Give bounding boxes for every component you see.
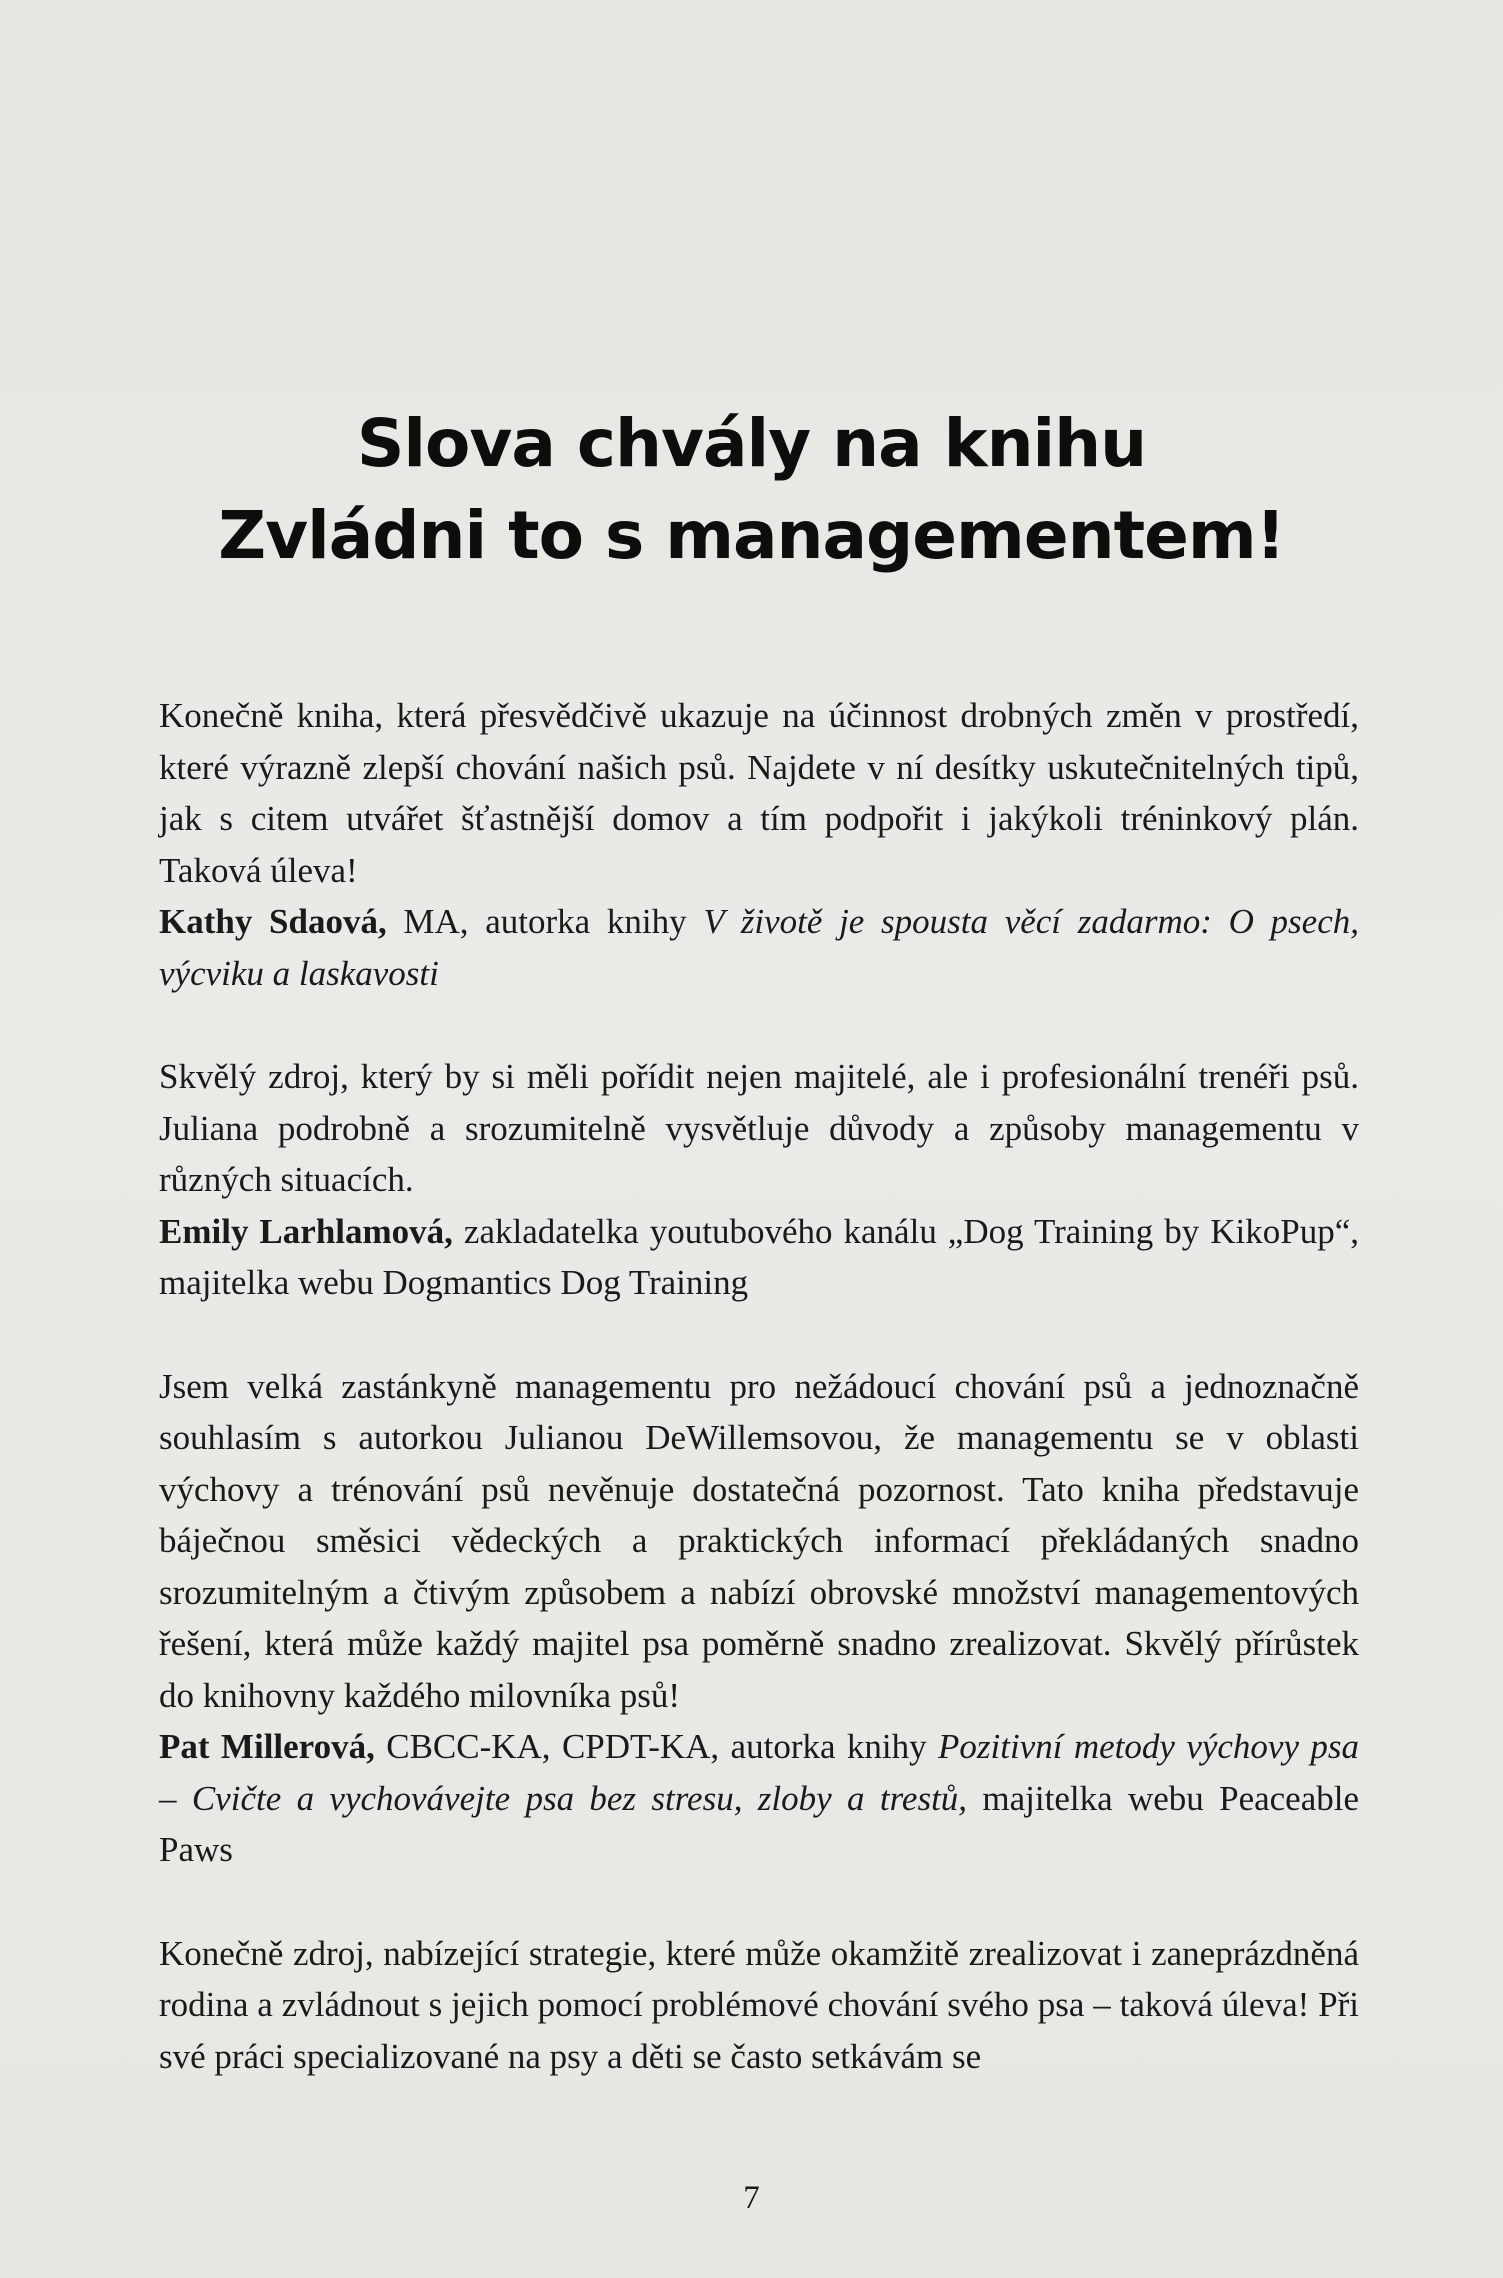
endorsement-quote: Jsem velká zastánkyně managementu pro nežádoucí chování psů a jednoznačně souhlasím s autorkou Julianou DeWillemsovou, že managementu se v oblasti výchovy a trénování psů nevěnuje dostatečná pozornost. Tato kniha představuje báječnou směsici vědeckých a praktických informací překládaných snadno srozumitelným a čtivým způsobem a nabízí obrovské množství managementových řešení, která může každý majitel psa poměrně snadno zrealizovat. Skvělý přírůstek do knihovny každého milovníka psů! [159,1366,1359,1715]
author-credentials: zakladatelka youtubového kanálu „Dog Training by KikoPup“, majitelka webu Dogmantics Dog Training [159,1211,1359,1302]
author-name: Kathy Sdaová, [159,902,387,941]
book-title: Pozitivní metody výchovy psa – Cvičte a vychovávejte psa bez stresu, zloby a trestů, [159,1727,1360,1818]
endorsement-4 [159,1928,1359,2083]
endorsement-quote: Konečně zdroj, nabízející strategie, které může okamžitě zrealizovat i zaneprázdněná rodina a zvládnout s jejich pomocí problémové chování svého psa – taková úleva! Při své práci specializované na psy a děti se často setkávám se [159,1933,1359,2076]
endorsement-1 [159,690,1359,999]
book-title: V životě je spousta věcí zadarmo: O psech, výcviku a laskavosti [159,902,1359,993]
endorsement-attribution [159,896,1359,999]
author-credentials: CBCC-KA, CPDT-KA, autorka knihy [374,1727,939,1766]
page-title [0,398,1503,582]
author-extra: majitelka webu Peaceable Paws [159,1778,1359,1869]
page-number: 7 [743,2180,760,2216]
author-name: Pat Millerová, [159,1727,375,1766]
endorsement-quote: Konečně kniha, která přesvědčivě ukazuje na účinnost drobných změn v prostředí, které výrazně zlepší chování našich psů. Najdete v ní desítky uskutečnitelných tipů, jak s citem utvářet šťastnější domov a tím podpořit i jakýkoli tréninkový plán. Taková úleva! [159,696,1359,890]
author-credentials: MA, autorka knihy [386,902,704,941]
endorsement-2 [159,1051,1359,1309]
endorsement-attribution [159,1206,1359,1309]
endorsements-section [159,690,1359,2134]
title-line-1: Slova chvály na knihu [356,405,1147,482]
endorsement-attribution [159,1721,1359,1876]
author-name: Emily Larhlamová, [159,1211,453,1251]
endorsement-3 [159,1361,1359,1876]
title-line-2: Zvládni to s managementem! [218,497,1285,574]
endorsement-quote: Skvělý zdroj, který by si měli pořídit nejen majitelé, ale i profesionální trenéři psů. Juliana podrobně a srozumitelně vysvětluje důvody a způsoby managementu v různých situacích. [159,1057,1359,1199]
